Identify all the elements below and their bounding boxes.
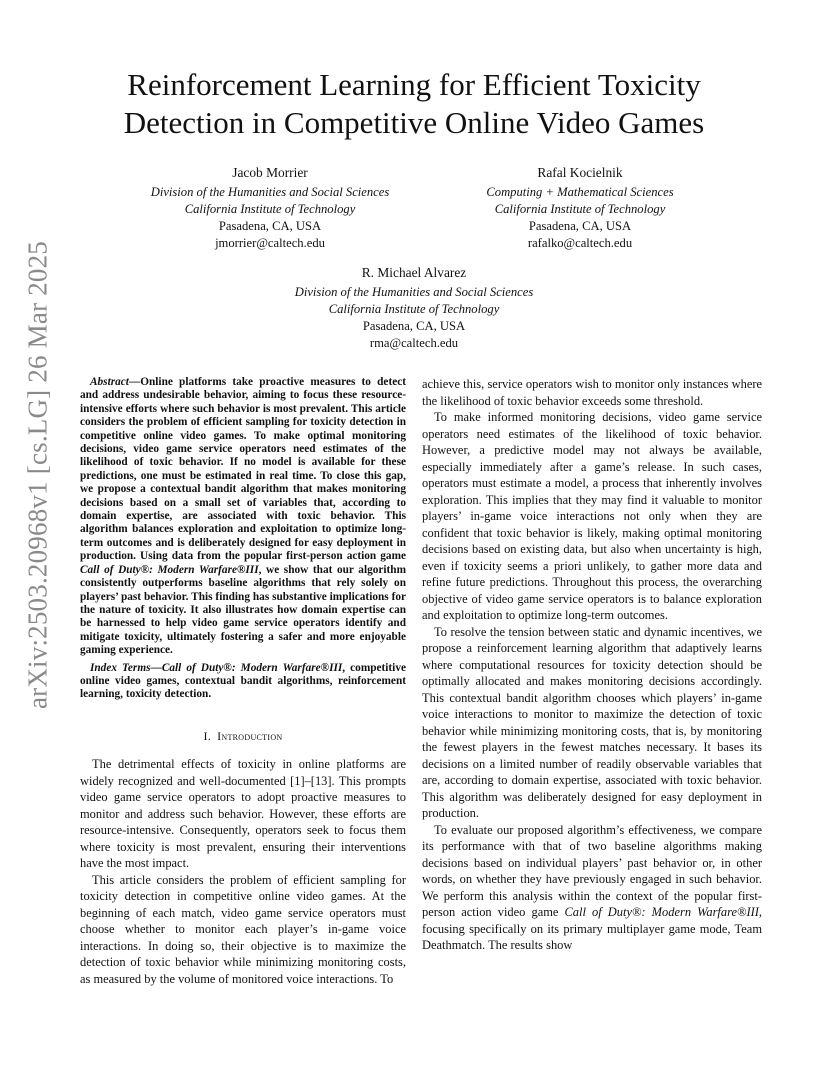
section-number: I. bbox=[203, 728, 212, 743]
author-institution: California Institute of Technology bbox=[328, 302, 500, 316]
title-line-1: Reinforcement Learning for Efficient Toxicity bbox=[127, 67, 701, 102]
author-location: Pasadena, CA, USA bbox=[528, 219, 632, 233]
section-title: Introduction bbox=[217, 728, 283, 743]
body-game-title: Call of Duty®: Modern Warfare®III bbox=[564, 905, 759, 919]
body-paragraph: To resolve the tension between static and dynamic incentives, we propose a reinforcement learning algorithm that adaptively learns where computational resources for toxicity detection should be optimally allocated and makes monitoring decisions accordingly. This contextual bandit algorithm chooses which players’ in-game voice interactions to monitor to maximize the detection of toxic behavior while minimizing monitoring costs, that is, by monitoring the fewest players in the fewest matches necessary. It bases its decisions on a limited number of readily observable variables that are, according to domain expertise, associated with toxic behavior. This algorithm was deliberately designed for easy deployment in production. bbox=[422, 624, 762, 820]
author-block-1 bbox=[120, 164, 420, 252]
paper-title bbox=[0, 66, 828, 142]
abstract bbox=[80, 376, 406, 658]
body-paragraph-last bbox=[422, 822, 762, 954]
author-location: Pasadena, CA, USA bbox=[218, 219, 322, 233]
left-column bbox=[80, 376, 406, 987]
section-heading-introduction bbox=[80, 728, 406, 745]
author-email[interactable]: rafalko@caltech.edu bbox=[527, 236, 633, 250]
abstract-game-title: Call of Duty®: Modern Warfare®III bbox=[80, 563, 259, 576]
abstract-label: Abstract bbox=[90, 376, 129, 388]
abstract-text-part1: —Online platforms take proactive measures to detect and address undesirable behavior, aiming to focus these resource-intensive efforts where such behavior is most prevalent. This article considers the problem of efficient sampling for toxicity detection in competitive online video games. To make optimal monitoring decisions, video game service operators need estimates of the likelihood of toxic behavior. If no model is available for these predictions, one must be estimated in real time. To close this gap, we propose a contextual bandit algorithm that makes monitoring decisions based on a small set of variables that, according to domain expertise, are associated with toxic behavior. This algorithm balances exploration and exploitation to optimize long-term outcomes and is deliberately designed for easy deployment in production. Using data from the popular first-person action game bbox=[80, 376, 406, 563]
author-department: Division of the Humanities and Social Sciences bbox=[150, 185, 390, 199]
body-text-part1: To evaluate our proposed algorithm’s effectiveness, we compare its performance with that of two baseline algorithms making decisions based on individual players’ past behavior or, in other words, on whether they have previously engaged in such behavior. We perform this analysis within the context of the popular first-person action video game bbox=[422, 822, 762, 919]
author-institution: California Institute of Technology bbox=[184, 202, 356, 216]
index-terms-game-title: Call of Duty®: Modern Warfare®III bbox=[161, 661, 343, 674]
body-paragraph: achieve this, service operators wish to monitor only instances where the likelihood of toxic behavior exceeds some threshold. bbox=[422, 377, 762, 408]
index-terms: Index Terms—Call of Duty®: Modern Warfare®III, competitive online video games, contextual bandit algorithms, reinforcement learning, toxicity detection. bbox=[80, 661, 406, 701]
author-email[interactable]: jmorrier@caltech.edu bbox=[215, 236, 325, 250]
right-column bbox=[422, 376, 762, 954]
title-line-2: Detection in Competitive Online Video Games bbox=[123, 105, 705, 140]
index-terms-label: Index Terms bbox=[90, 661, 151, 674]
author-department: Division of the Humanities and Social Sciences bbox=[294, 285, 534, 299]
body-paragraph: This article considers the problem of efficient sampling for toxicity detection in competitive online video games. At the beginning of each match, video game service operators must choose whether to monitor each player’s in-game voice interactions. In doing so, their objective is to maximize the detection of toxic behavior while minimizing monitoring costs, as measured by the volume of monitored voice interactions. To bbox=[80, 872, 406, 986]
author-institution: California Institute of Technology bbox=[494, 202, 666, 216]
author-block-3 bbox=[264, 264, 564, 352]
arxiv-identifier[interactable]: arXiv:2503.20968v1 [cs.LG] 26 Mar 2025 bbox=[22, 240, 53, 710]
author-name: R. Michael Alvarez bbox=[361, 265, 467, 280]
author-block-2 bbox=[430, 164, 730, 252]
author-name: Rafal Kocielnik bbox=[537, 165, 623, 180]
author-name: Jacob Morrier bbox=[232, 165, 308, 180]
author-email[interactable]: rma@caltech.edu bbox=[369, 336, 459, 350]
author-location: Pasadena, CA, USA bbox=[362, 319, 466, 333]
body-paragraph: The detrimental effects of toxicity in online platforms are widely recognized and well-documented [1]–[13]. This prompts video game service operators to adopt proactive measures to monitor and address such behavior. However, these efforts are resource-intensive. Consequently, operators seek to focus them where toxicity is most prevalent, ensuring their interventions have the most impact. bbox=[80, 757, 406, 871]
body-paragraph: To make informed monitoring decisions, video game service operators need estimates of the likelihood of toxic behavior. However, a predictive model may not always be available, especially immediately after a game’s release. In such cases, operators must estimate a model, a process that inherently involves exploration. This implies that they may find it valuable to monitor players’ in-game voice interactions not only when they are confident that toxic behavior is likely, making optimal monitoring decisions based on existing data, but also when uncertainty is high, even if toxicity seems a priori unlikely, to gather more data and refine future predictions. Throughout this process, the overarching objective of video game service operators is to balance exploration and exploitation to optimize long-term outcomes. bbox=[422, 410, 762, 622]
abstract-text-part2: , we show that our algorithm consistently outperforms baseline algorithms that rely solely on players’ past behavior. This finding has substantive implications for the nature of toxicity. It also illustrates how domain expertise can be harnessed to help video game service operators identify and mitigate toxicity, ultimately fostering a safer and more enjoyable gaming experience. bbox=[80, 563, 406, 657]
author-department: Computing + Mathematical Sciences bbox=[486, 185, 674, 199]
body-text-part2: , focusing specifically on its primary multiplayer game mode, Team Deathmatch. The results show bbox=[422, 905, 762, 952]
index-terms-text: , competitive online video games, contextual bandit algorithms, reinforcement learning, toxicity detection. bbox=[80, 661, 406, 701]
